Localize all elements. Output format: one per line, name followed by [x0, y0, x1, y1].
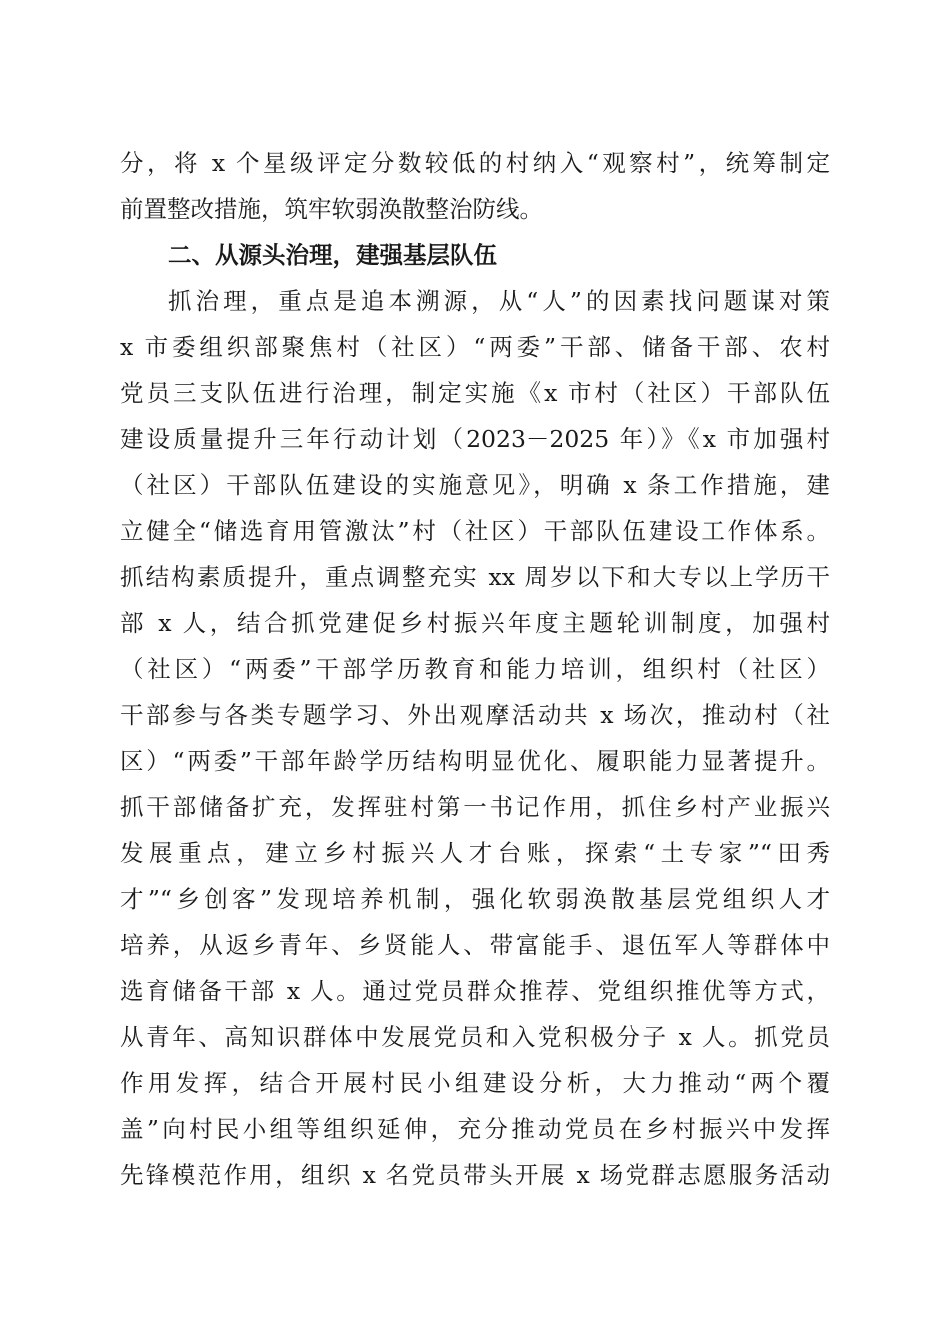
paragraph-line: 先锋模范作用，组织 x 名党员带头开展 x 场党群志愿服务活动 — [120, 1161, 830, 1189]
paragraph-line: 培养，从返乡青年、乡贤能人、带富能手、退伍军人等群体中 — [120, 931, 830, 959]
paragraph-line: 选育储备干部 x 人。通过党员群众推荐、党组织推优等方式， — [120, 977, 830, 1005]
paragraph-line: 立健全“储选育用管激汰”村（社区）干部队伍建设工作体系。 — [120, 517, 830, 545]
paragraph-line: 抓治理，重点是追本溯源，从“人”的因素找问题谋对策 — [168, 287, 830, 315]
section-heading: 二、从源头治理，建强基层队伍 — [168, 241, 497, 269]
paragraph-line: 分，将 x 个星级评定分数较低的村纳入“观察村”，统筹制定 — [120, 149, 830, 177]
paragraph-line: 党员三支队伍进行治理，制定实施《x 市村（社区）干部队伍 — [120, 379, 830, 407]
paragraph-line: 发展重点，建立乡村振兴人才台账，探索“土专家”“田秀 — [120, 839, 830, 867]
paragraph-line: x 市委组织部聚焦村（社区）“两委”干部、储备干部、农村 — [120, 333, 830, 361]
paragraph-line: 抓结构素质提升，重点调整充实 xx 周岁以下和大专以上学历干 — [120, 563, 830, 591]
paragraph-line: 区）“两委”干部年龄学历结构明显优化、履职能力显著提升。 — [120, 747, 830, 775]
paragraph-line: （社区）干部队伍建设的实施意见》，明确 x 条工作措施，建 — [120, 471, 830, 499]
paragraph-line: 从青年、高知识群体中发展党员和入党积极分子 x 人。抓党员 — [120, 1023, 830, 1051]
paragraph-line: 才”“乡创客”发现培养机制，强化软弱涣散基层党组织人才 — [120, 885, 830, 913]
paragraph-line: 干部参与各类专题学习、外出观摩活动共 x 场次，推动村（社 — [120, 701, 830, 729]
paragraph-line: 抓干部储备扩充，发挥驻村第一书记作用，抓住乡村产业振兴 — [120, 793, 830, 821]
paragraph-line: 部 x 人，结合抓党建促乡村振兴年度主题轮训制度，加强村 — [120, 609, 830, 637]
paragraph-line: 建设质量提升三年行动计划（2023－2025 年）》《x 市加强村 — [120, 425, 830, 453]
paragraph-line: （社区）“两委”干部学历教育和能力培训，组织村（社区） — [120, 655, 830, 683]
paragraph-line: 盖”向村民小组等组织延伸，充分推动党员在乡村振兴中发挥 — [120, 1115, 830, 1143]
paragraph-line: 前置整改措施，筑牢软弱涣散整治防线。 — [120, 195, 543, 223]
paragraph-line: 作用发挥，结合开展村民小组建设分析，大力推动“两个覆 — [120, 1069, 830, 1097]
